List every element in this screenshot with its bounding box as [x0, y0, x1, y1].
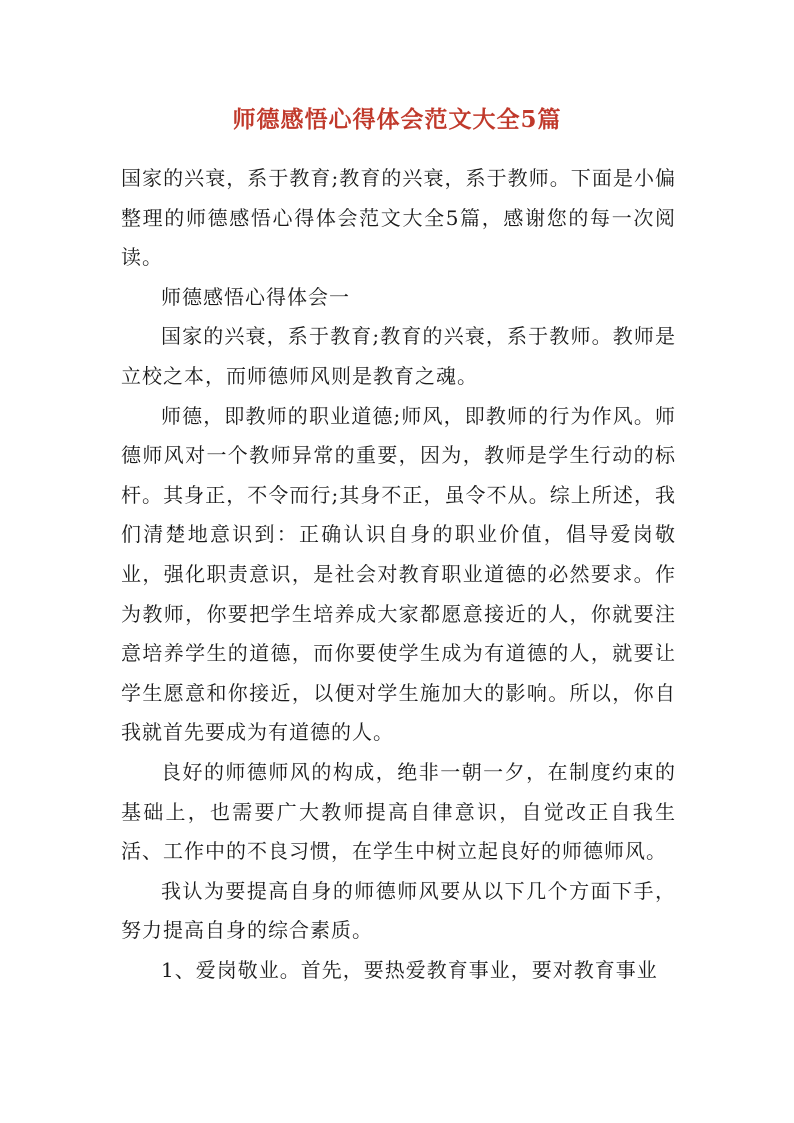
body-paragraph: 良好的师德师风的构成，绝非一朝一夕，在制度约束的基础上，也需要广大教师提高自律意识，自觉改正自我生活、工作中的不良习惯，在学生中树立起良好的师德师风。 [121, 759, 676, 864]
body-paragraph: 师德，即教师的职业道德;师风，即教师的行为作风。师德师风对一个教师异常的重要，因为，教师是学生行动的标杆。其身正，不令而行;其身不正，虽令不从。综上所述，我们清楚地意识到：正确认识自身的职业价值，倡导爱岗敬业，强化职责意识，是社会对教育职业道德的必然要求。作为教师，你要把学生培养成大家都愿意接近的人，你就要注意培养学生的道德，而你要使学生成为有道德的人，就要让学生愿意和你接近，以便对学生施加大的影响。所以，你自我就首先要成为有道德的人。 [121, 403, 676, 745]
document-title: 师德感悟心得体会范文大全5篇 [232, 106, 562, 133]
document-body [121, 159, 676, 990]
body-paragraph: 我认为要提高自身的师德师风要从以下几个方面下手，努力提高自身的综合素质。 [121, 878, 676, 943]
intro-paragraph: 国家的兴衰，系于教育;教育的兴衰，系于教师。下面是小偏整理的师德感悟心得体会范文大全5篇，感谢您的每一次阅读。 [121, 166, 676, 270]
section-heading: 师德感悟心得体会一 [161, 284, 350, 309]
body-paragraph: 国家的兴衰，系于教育;教育的兴衰，系于教师。教师是立校之本，而师德师风则是教育之魂。 [121, 324, 676, 388]
list-item-paragraph: 1、爱岗敬业。首先，要热爱教育事业，要对教育事业 [161, 957, 658, 982]
